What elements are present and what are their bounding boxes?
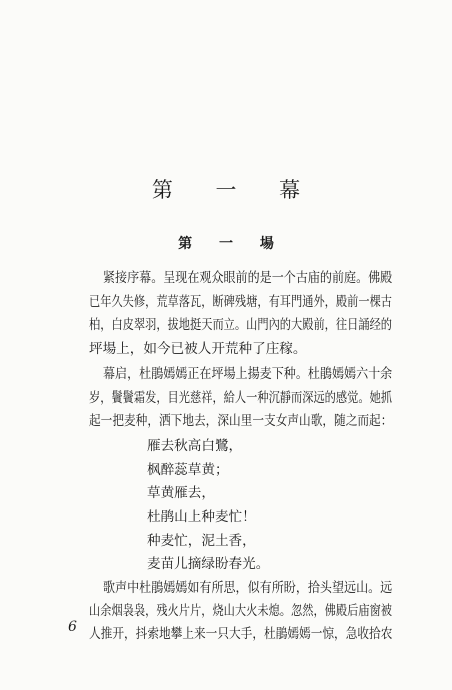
song-line-6: 麦苗儿摘绿盼春光。 — [147, 556, 270, 572]
song-line-3: 草黄雁去， — [147, 485, 215, 501]
song-line-5: 种麦忙，泥土香， — [147, 533, 256, 549]
paragraph-3-line-2: 山余烟袅袅，残火片片，烧山大火未熄。忽然，佛殿后庙窗被 — [89, 603, 393, 619]
song-line-2: 枫醉蕊草黄； — [147, 462, 229, 478]
scene-title: 第 一 場 — [178, 236, 285, 252]
paragraph-3-line-3: 人推开，抖索地攀上来一只大手，杜鵑嫣嫣一惊，急收拾农 — [89, 626, 393, 642]
song-line-4: 杜鹃山上种麦忙！ — [147, 509, 256, 525]
paragraph-1-line-3: 柏，白皮翠羽，拔地挺天而立。山門內的大殿前，往日誦经的 — [89, 317, 393, 333]
paragraph-2-line-2: 岁，鬢鬢霜发，目光慈祥，給人一种沉靜而深远的感觉。她抓 — [89, 390, 393, 406]
page-number: 6 — [68, 619, 77, 635]
paragraph-1-line-2: 已年久失修，荒草落瓦，断碑残塘，有耳門通外，殿前一棵古 — [89, 294, 393, 310]
song-line-1: 雁去秋高白鷺， — [147, 438, 243, 454]
paragraph-3-line-1: 歌声中杜鵑嫣嫣如有所思，似有所盼，拾头望远山。远 — [103, 580, 393, 596]
paragraph-1-line-1: 紧接序幕。呈现在观众眼前的是一个古庙的前庭。佛殿 — [103, 270, 393, 286]
act-title: 第 一 幕 — [151, 178, 319, 202]
paragraph-2-line-1: 幕启，杜鵑嫣嫣正在坪場上揚麦下种。杜鵑嫣嫣六十余 — [103, 366, 393, 382]
paragraph-1-line-4: 坪場上，如今已被人开荒种了庄稼。 — [89, 341, 307, 357]
paragraph-2-line-3: 起一把麦种，洒下地去，深山里一支女声山歌，随之而起： — [89, 413, 393, 429]
